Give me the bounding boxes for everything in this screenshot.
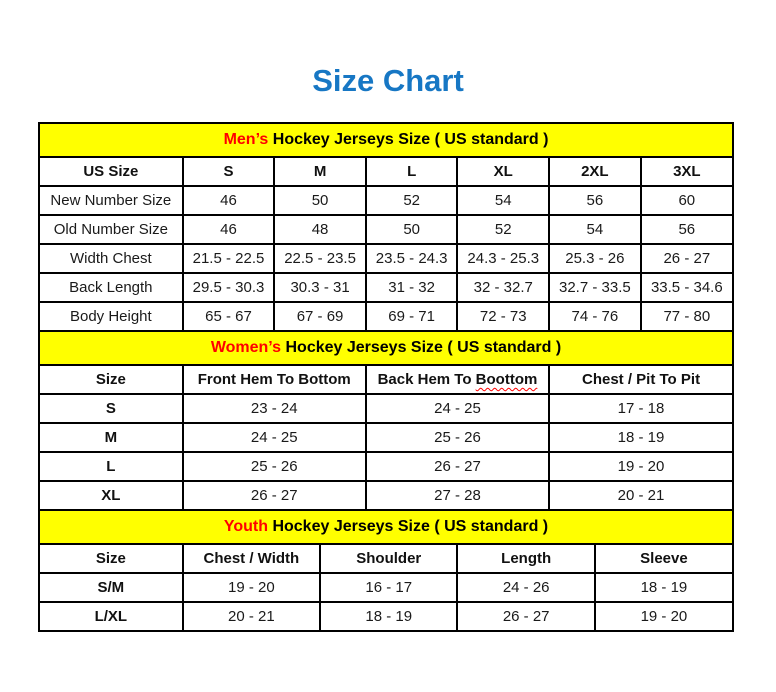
men-size-value: 56 (549, 186, 641, 215)
men-size-value: 46 (183, 215, 275, 244)
men-size-value: 30.3 - 31 (274, 273, 366, 302)
men-size-value: 22.5 - 23.5 (274, 244, 366, 273)
women-row-label: L (39, 452, 183, 481)
youth-size-value: 18 - 19 (595, 573, 733, 602)
men-size-value: 31 - 32 (366, 273, 458, 302)
men-size-value: 33.5 - 34.6 (641, 273, 733, 302)
men-table-row (39, 215, 733, 244)
misspelled-word-squiggle: Boottom (475, 371, 538, 388)
men-section-banner (38, 122, 734, 158)
men-size-value: 50 (366, 215, 458, 244)
women-size-value: 25 - 26 (183, 452, 366, 481)
women-size-value: 26 - 27 (183, 481, 366, 510)
men-table-row (39, 186, 733, 215)
men-size-value: 21.5 - 22.5 (183, 244, 275, 273)
men-header-row (39, 157, 733, 186)
men-column-header: L (366, 157, 458, 186)
youth-size-value: 18 - 19 (320, 602, 457, 631)
men-column-header: 3XL (641, 157, 733, 186)
header-text-prefix: Back Hem To (377, 371, 476, 388)
men-column-header: XL (457, 157, 549, 186)
women-size-value: 18 - 19 (549, 423, 733, 452)
women-size-value: 26 - 27 (366, 452, 549, 481)
men-column-header: 2XL (549, 157, 641, 186)
women-table-row (39, 452, 733, 481)
men-size-value: 56 (641, 215, 733, 244)
youth-size-value: 24 - 26 (457, 573, 594, 602)
women-column-header: Size (39, 365, 183, 394)
men-size-value: 23.5 - 24.3 (366, 244, 458, 273)
men-size-value: 54 (457, 186, 549, 215)
women-section-banner (38, 330, 734, 366)
youth-column-header: Sleeve (595, 544, 733, 573)
women-size-value: 19 - 20 (549, 452, 733, 481)
men-size-value: 69 - 71 (366, 302, 458, 331)
men-column-header: US Size (39, 157, 183, 186)
youth-section-banner (38, 509, 734, 545)
men-size-value: 74 - 76 (549, 302, 641, 331)
youth-table-row (39, 602, 733, 631)
women-column-header: Chest / Pit To Pit (549, 365, 733, 394)
men-size-value: 25.3 - 26 (549, 244, 641, 273)
men-size-value: 26 - 27 (641, 244, 733, 273)
men-size-value: 65 - 67 (183, 302, 275, 331)
women-size-value: 27 - 28 (366, 481, 549, 510)
men-size-value: 60 (641, 186, 733, 215)
women-size-value: 24 - 25 (183, 423, 366, 452)
women-size-value: 23 - 24 (183, 394, 366, 423)
youth-table-row (39, 573, 733, 602)
men-size-value: 72 - 73 (457, 302, 549, 331)
women-row-label: XL (39, 481, 183, 510)
men-size-value: 24.3 - 25.3 (457, 244, 549, 273)
women-table-row (39, 423, 733, 452)
women-row-label: M (39, 423, 183, 452)
women-column-header (366, 365, 549, 394)
men-size-value: 32 - 32.7 (457, 273, 549, 302)
men-size-value: 52 (366, 186, 458, 215)
men-size-value: 52 (457, 215, 549, 244)
men-table-row (39, 273, 733, 302)
men-size-value: 50 (274, 186, 366, 215)
women-size-value: 25 - 26 (366, 423, 549, 452)
youth-size-table (38, 543, 734, 632)
men-table-row (39, 244, 733, 273)
youth-banner-text: Hockey Jerseys Size ( US standard ) (268, 518, 549, 535)
size-tables-container (38, 122, 734, 632)
men-table-row (39, 302, 733, 331)
men-banner-text: Hockey Jerseys Size ( US standard ) (268, 131, 549, 148)
youth-row-label: L/XL (39, 602, 183, 631)
men-row-label: Back Length (39, 273, 183, 302)
women-banner-highlight: Women’s (210, 339, 282, 356)
youth-column-header: Length (457, 544, 594, 573)
women-banner-text: Hockey Jerseys Size ( US standard ) (281, 339, 562, 356)
men-size-value: 67 - 69 (274, 302, 366, 331)
youth-column-header: Chest / Width (183, 544, 320, 573)
women-size-value: 24 - 25 (366, 394, 549, 423)
men-size-value: 48 (274, 215, 366, 244)
youth-size-value: 20 - 21 (183, 602, 320, 631)
women-size-value: 17 - 18 (549, 394, 733, 423)
women-size-value: 20 - 21 (549, 481, 733, 510)
youth-row-label: S/M (39, 573, 183, 602)
men-size-value: 46 (183, 186, 275, 215)
women-size-table (38, 364, 734, 511)
men-size-table (38, 156, 734, 332)
youth-size-value: 26 - 27 (457, 602, 594, 631)
women-header-row (39, 365, 733, 394)
youth-header-row (39, 544, 733, 573)
men-column-header: S (183, 157, 275, 186)
youth-column-header: Size (39, 544, 183, 573)
youth-size-value: 16 - 17 (320, 573, 457, 602)
youth-size-value: 19 - 20 (183, 573, 320, 602)
youth-column-header: Shoulder (320, 544, 457, 573)
women-table-row (39, 481, 733, 510)
men-row-label: Old Number Size (39, 215, 183, 244)
men-size-value: 29.5 - 30.3 (183, 273, 275, 302)
men-banner-highlight: Men’s (223, 131, 269, 148)
women-row-label: S (39, 394, 183, 423)
women-column-header: Front Hem To Bottom (183, 365, 366, 394)
men-row-label: Width Chest (39, 244, 183, 273)
men-size-value: 77 - 80 (641, 302, 733, 331)
men-size-value: 54 (549, 215, 641, 244)
men-column-header: M (274, 157, 366, 186)
youth-banner-highlight: Youth (223, 518, 268, 535)
men-row-label: Body Height (39, 302, 183, 331)
page-title: Size Chart (312, 63, 464, 98)
women-table-row (39, 394, 733, 423)
youth-size-value: 19 - 20 (595, 602, 733, 631)
men-size-value: 32.7 - 33.5 (549, 273, 641, 302)
men-row-label: New Number Size (39, 186, 183, 215)
